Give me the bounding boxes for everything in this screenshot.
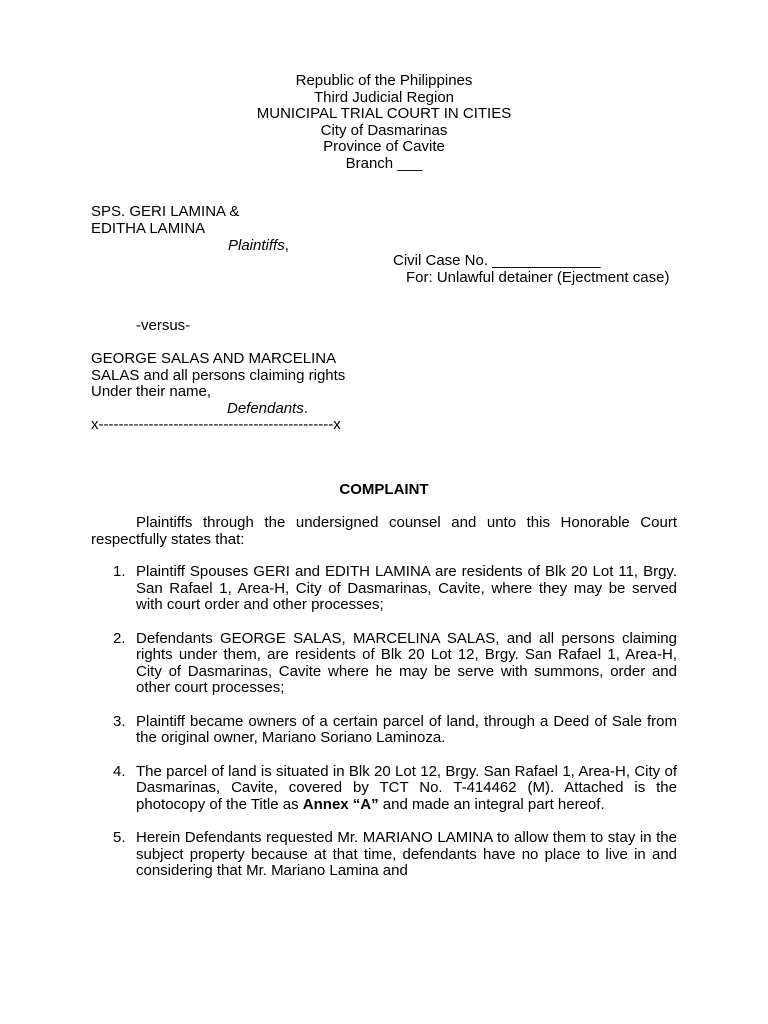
caption-divider: x-----------------------------------------------x [91, 416, 341, 433]
plaintiffs-line-1: SPS. GERI LAMINA & [91, 203, 240, 220]
plaintiffs-names [91, 204, 239, 237]
header-province: Province of Cavite [323, 138, 445, 155]
list-item [91, 830, 677, 880]
document-title: COMPLAINT [339, 481, 429, 498]
item-text: Plaintiff Spouses GERI and EDITH LAMINA are residents of Blk 20 Lot 11, Brgy. San Rafael 1, Area-H, City of Dasmarinas, Cavite, where they may be served with court order and other processes; [136, 563, 677, 613]
court-header [0, 73, 768, 172]
item-number: 2. [113, 629, 126, 647]
defendants-role: Defendants. [227, 400, 308, 417]
plaintiffs-role-label: Plaintiffs [228, 237, 285, 254]
header-branch: Branch ___ [345, 154, 423, 172]
header-city: City of Dasmarinas [320, 121, 448, 139]
item-number: 4. [113, 762, 126, 780]
item-text-before: The parcel of land is situated in Blk 20 Lot 12, Brgy. San Rafael 1, Area-H, City of Dasmarinas, Cavite, covered by TCT No. T-414462 (M). Attached is the photocopy of the Title as [136, 762, 677, 813]
defendants-line-2: SALAS and all persons claiming rights [91, 366, 346, 384]
list-item [91, 631, 677, 697]
item-text: Herein Defendants requested Mr. MARIANO LAMINA to allow them to stay in the subject property because at that time, defendants have no place to live in and considering that Mr. Mariano Lamina and [136, 829, 677, 879]
header-republic: Republic of the Philippines [295, 72, 473, 89]
defendants-line-3: Under their name, [91, 383, 212, 400]
list-item [91, 564, 677, 614]
defendants-line-1: GEORGE SALAS AND MARCELINA [91, 350, 337, 367]
defendants-role-label: Defendants [227, 400, 304, 417]
item-number: 3. [113, 712, 126, 730]
defendants-names [91, 351, 345, 401]
item-text: Plaintiff became owners of a certain parcel of land, through a Deed of Sale from the original owner, Mariano Soriano Laminoza. [136, 712, 677, 746]
item-number: 5. [113, 829, 126, 846]
item-number: 1. [113, 563, 126, 580]
intro-paragraph: Plaintiffs through the undersigned counsel and unto this Honorable Court respectfully states that: [91, 514, 677, 548]
list-item [91, 764, 677, 814]
header-court: MUNICIPAL TRIAL COURT IN CITIES [256, 105, 512, 122]
plaintiffs-role: Plaintiffs, [228, 237, 289, 254]
annex-reference: Annex “A” [302, 795, 379, 813]
item-text-after: and made an integral part hereof. [378, 795, 605, 813]
item-text: Defendants GEORGE SALAS, MARCELINA SALAS, and all persons claiming rights under them, are residents of Blk 20 Lot 12, Brgy. San Rafael 1, Area-H, City of Dasmarinas, Cavite where he may be serve with summons, order and other court processes; [136, 629, 677, 696]
case-nature: For: Unlawful detainer (Ejectment case) [406, 269, 670, 286]
header-region: Third Judicial Region [313, 88, 455, 106]
civil-case-number: Civil Case No. _____________ [393, 252, 601, 269]
versus-label: -versus- [136, 317, 191, 334]
plaintiffs-line-2: EDITHA LAMINA [91, 219, 206, 237]
allegations-list [91, 564, 677, 897]
list-item [91, 714, 677, 747]
